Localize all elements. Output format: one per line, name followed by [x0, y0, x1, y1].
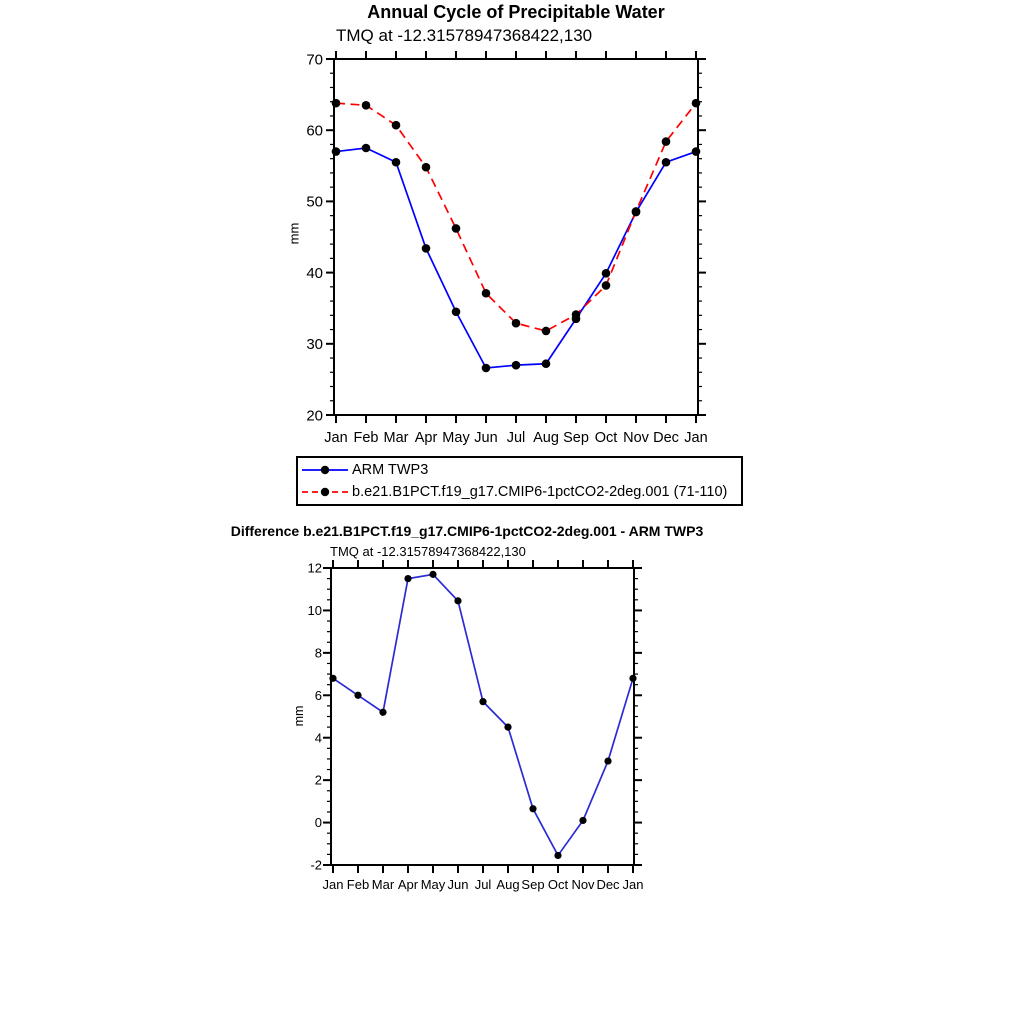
svg-text:Jan: Jan — [622, 877, 644, 892]
svg-text:Jan: Jan — [684, 430, 708, 446]
svg-text:2: 2 — [314, 772, 322, 788]
legend-label-obs: ARM TWP3 — [352, 462, 429, 479]
svg-text:70: 70 — [306, 51, 323, 69]
svg-text:Dec: Dec — [653, 430, 679, 446]
svg-text:Jul: Jul — [506, 430, 526, 446]
svg-text:May: May — [420, 877, 446, 892]
svg-text:Oct: Oct — [547, 877, 569, 892]
svg-text:0: 0 — [314, 815, 322, 831]
svg-text:4: 4 — [314, 730, 322, 746]
bottom-chart-subtitle: TMQ at -12.31578947368422,130 — [330, 544, 526, 559]
svg-text:20: 20 — [306, 407, 323, 425]
svg-text:6: 6 — [314, 687, 322, 703]
svg-text:Jul: Jul — [474, 877, 492, 892]
svg-text:Sep: Sep — [521, 877, 545, 892]
svg-text:Sep: Sep — [563, 430, 589, 446]
svg-text:Feb: Feb — [353, 430, 379, 446]
svg-text:30: 30 — [306, 336, 323, 354]
svg-text:Jun: Jun — [474, 430, 498, 446]
bottom-chart-y-axis-label: mm — [292, 705, 306, 727]
svg-text:Mar: Mar — [371, 877, 395, 892]
legend-item-model — [300, 481, 741, 502]
svg-text:Mar: Mar — [383, 430, 409, 446]
svg-text:10: 10 — [307, 602, 322, 618]
svg-text:Nov: Nov — [623, 430, 649, 446]
svg-text:Oct: Oct — [594, 430, 618, 446]
svg-text:Jan: Jan — [324, 430, 348, 446]
svg-text:Apr: Apr — [414, 430, 438, 446]
model-line-marker-icon — [300, 483, 350, 501]
svg-text:8: 8 — [314, 645, 322, 661]
svg-text:Feb: Feb — [346, 877, 370, 892]
bottom-chart-plot — [308, 560, 644, 892]
obs-line-marker-icon — [300, 461, 350, 479]
svg-text:Nov: Nov — [571, 877, 595, 892]
top-chart-y-axis-label: mm — [286, 222, 302, 245]
svg-text:60: 60 — [306, 122, 323, 140]
legend-box — [296, 456, 743, 506]
svg-text:Jan: Jan — [322, 877, 344, 892]
svg-text:Jun: Jun — [447, 877, 469, 892]
bottom-chart-title: Difference b.e21.B1PCT.f19_g17.CMIP6-1pctCO2-2deg.001 - ARM TWP3 — [230, 523, 704, 539]
top-chart-subtitle: TMQ at -12.31578947368422,130 — [336, 26, 593, 45]
svg-text:-2: -2 — [310, 857, 322, 873]
svg-text:Aug: Aug — [533, 430, 559, 446]
svg-text:40: 40 — [306, 264, 323, 282]
svg-text:50: 50 — [306, 193, 323, 211]
legend-item-obs — [300, 460, 741, 481]
top-chart-plot — [306, 51, 707, 446]
legend-label-model: b.e21.B1PCT.f19_g17.CMIP6-1pctCO2-2deg.001 (71-110) — [352, 483, 728, 500]
svg-text:May: May — [442, 430, 470, 446]
svg-text:Apr: Apr — [397, 877, 419, 892]
svg-text:Dec: Dec — [596, 877, 620, 892]
svg-text:Aug: Aug — [496, 877, 520, 892]
top-chart-title: Annual Cycle of Precipitable Water — [367, 2, 665, 22]
svg-text:12: 12 — [307, 560, 322, 576]
